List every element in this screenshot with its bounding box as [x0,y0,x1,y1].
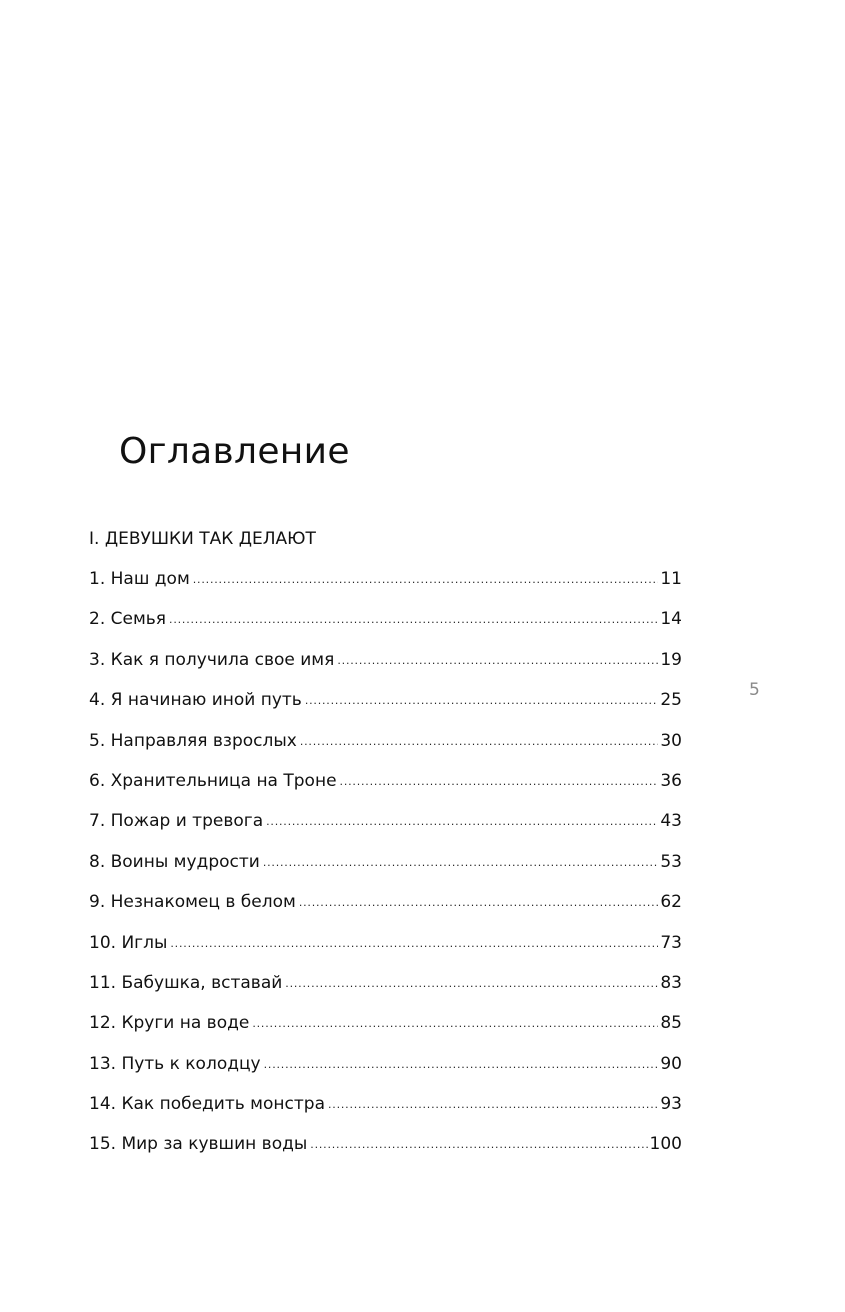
dot-leader [263,851,659,875]
dot-leader [305,689,659,713]
toc-entry-14[interactable] [89,1092,682,1132]
toc-entry-5[interactable] [89,729,682,769]
toc-entry-2[interactable] [89,607,682,647]
table-of-contents [89,567,682,1173]
toc-entry-title: 9. Незнакомец в белом [89,892,296,913]
toc-entry-4[interactable] [89,688,682,728]
toc-entry-title: 12. Круги на воде [89,1013,250,1034]
toc-entry-page: 43 [660,811,682,832]
toc-entry-3[interactable] [89,648,682,688]
toc-entry-title: 14. Как победить монстра [89,1094,325,1115]
page-title: Оглавление [119,431,350,472]
toc-entry-page: 14 [660,609,682,630]
toc-entry-title: 2. Семья [89,609,167,630]
dot-leader [264,1053,659,1077]
dot-leader [340,770,659,794]
toc-entry-page: 25 [660,690,682,711]
part-heading: I. ДЕВУШКИ ТАК ДЕЛАЮТ [89,529,316,549]
toc-entry-page: 19 [660,649,682,670]
dot-leader [193,568,659,592]
toc-entry-12[interactable] [89,1011,682,1051]
toc-entry-7[interactable] [89,809,682,849]
toc-entry-page: 36 [660,770,682,791]
toc-entry-6[interactable] [89,769,682,809]
toc-entry-title: 11. Бабушка, вставай [89,972,283,993]
toc-entry-page: 30 [660,730,682,751]
toc-entry-title: 6. Хранительница на Троне [89,770,337,791]
page-number: 5 [749,680,760,700]
toc-entry-10[interactable] [89,931,682,971]
toc-entry-page: 93 [660,1094,682,1115]
toc-entry-page: 11 [660,569,682,589]
toc-entry-page: 90 [660,1053,682,1074]
toc-entry-8[interactable] [89,850,682,890]
toc-entry-11[interactable] [89,971,682,1011]
toc-entry-page: 73 [660,932,682,953]
toc-entry-title: 3. Как я получила свое имя [89,649,335,670]
toc-entry-15[interactable] [89,1132,682,1172]
dot-leader [252,1012,658,1036]
toc-entry-title: 15. Мир за кувшин воды [89,1134,308,1155]
dot-leader [169,608,658,632]
toc-entry-title: 10. Иглы [89,932,168,953]
toc-entry-page: 53 [660,851,682,872]
toc-entry-title: 4. Я начинаю иной путь [89,690,302,711]
toc-entry-page: 62 [660,892,682,913]
dot-leader [170,932,658,956]
toc-entry-page: 85 [660,1013,682,1034]
toc-entry-title: 1. Наш дом [89,569,190,589]
dot-leader [328,1093,658,1117]
toc-entry-title: 13. Путь к колодцу [89,1053,261,1074]
dot-leader [285,972,658,996]
toc-entry-page: 83 [660,972,682,993]
toc-entry-title: 5. Направляя взрослых [89,730,297,751]
dot-leader [337,649,658,673]
toc-entry-title: 8. Воины мудрости [89,851,260,872]
dot-leader [300,730,659,754]
dot-leader [310,1133,647,1157]
toc-entry-13[interactable] [89,1052,682,1092]
toc-entry-1[interactable] [89,567,682,607]
dot-leader [266,810,658,834]
dot-leader [299,891,659,915]
toc-entry-page: 100 [649,1134,682,1155]
toc-entry-title: 7. Пожар и тревога [89,811,264,832]
toc-entry-9[interactable] [89,890,682,930]
